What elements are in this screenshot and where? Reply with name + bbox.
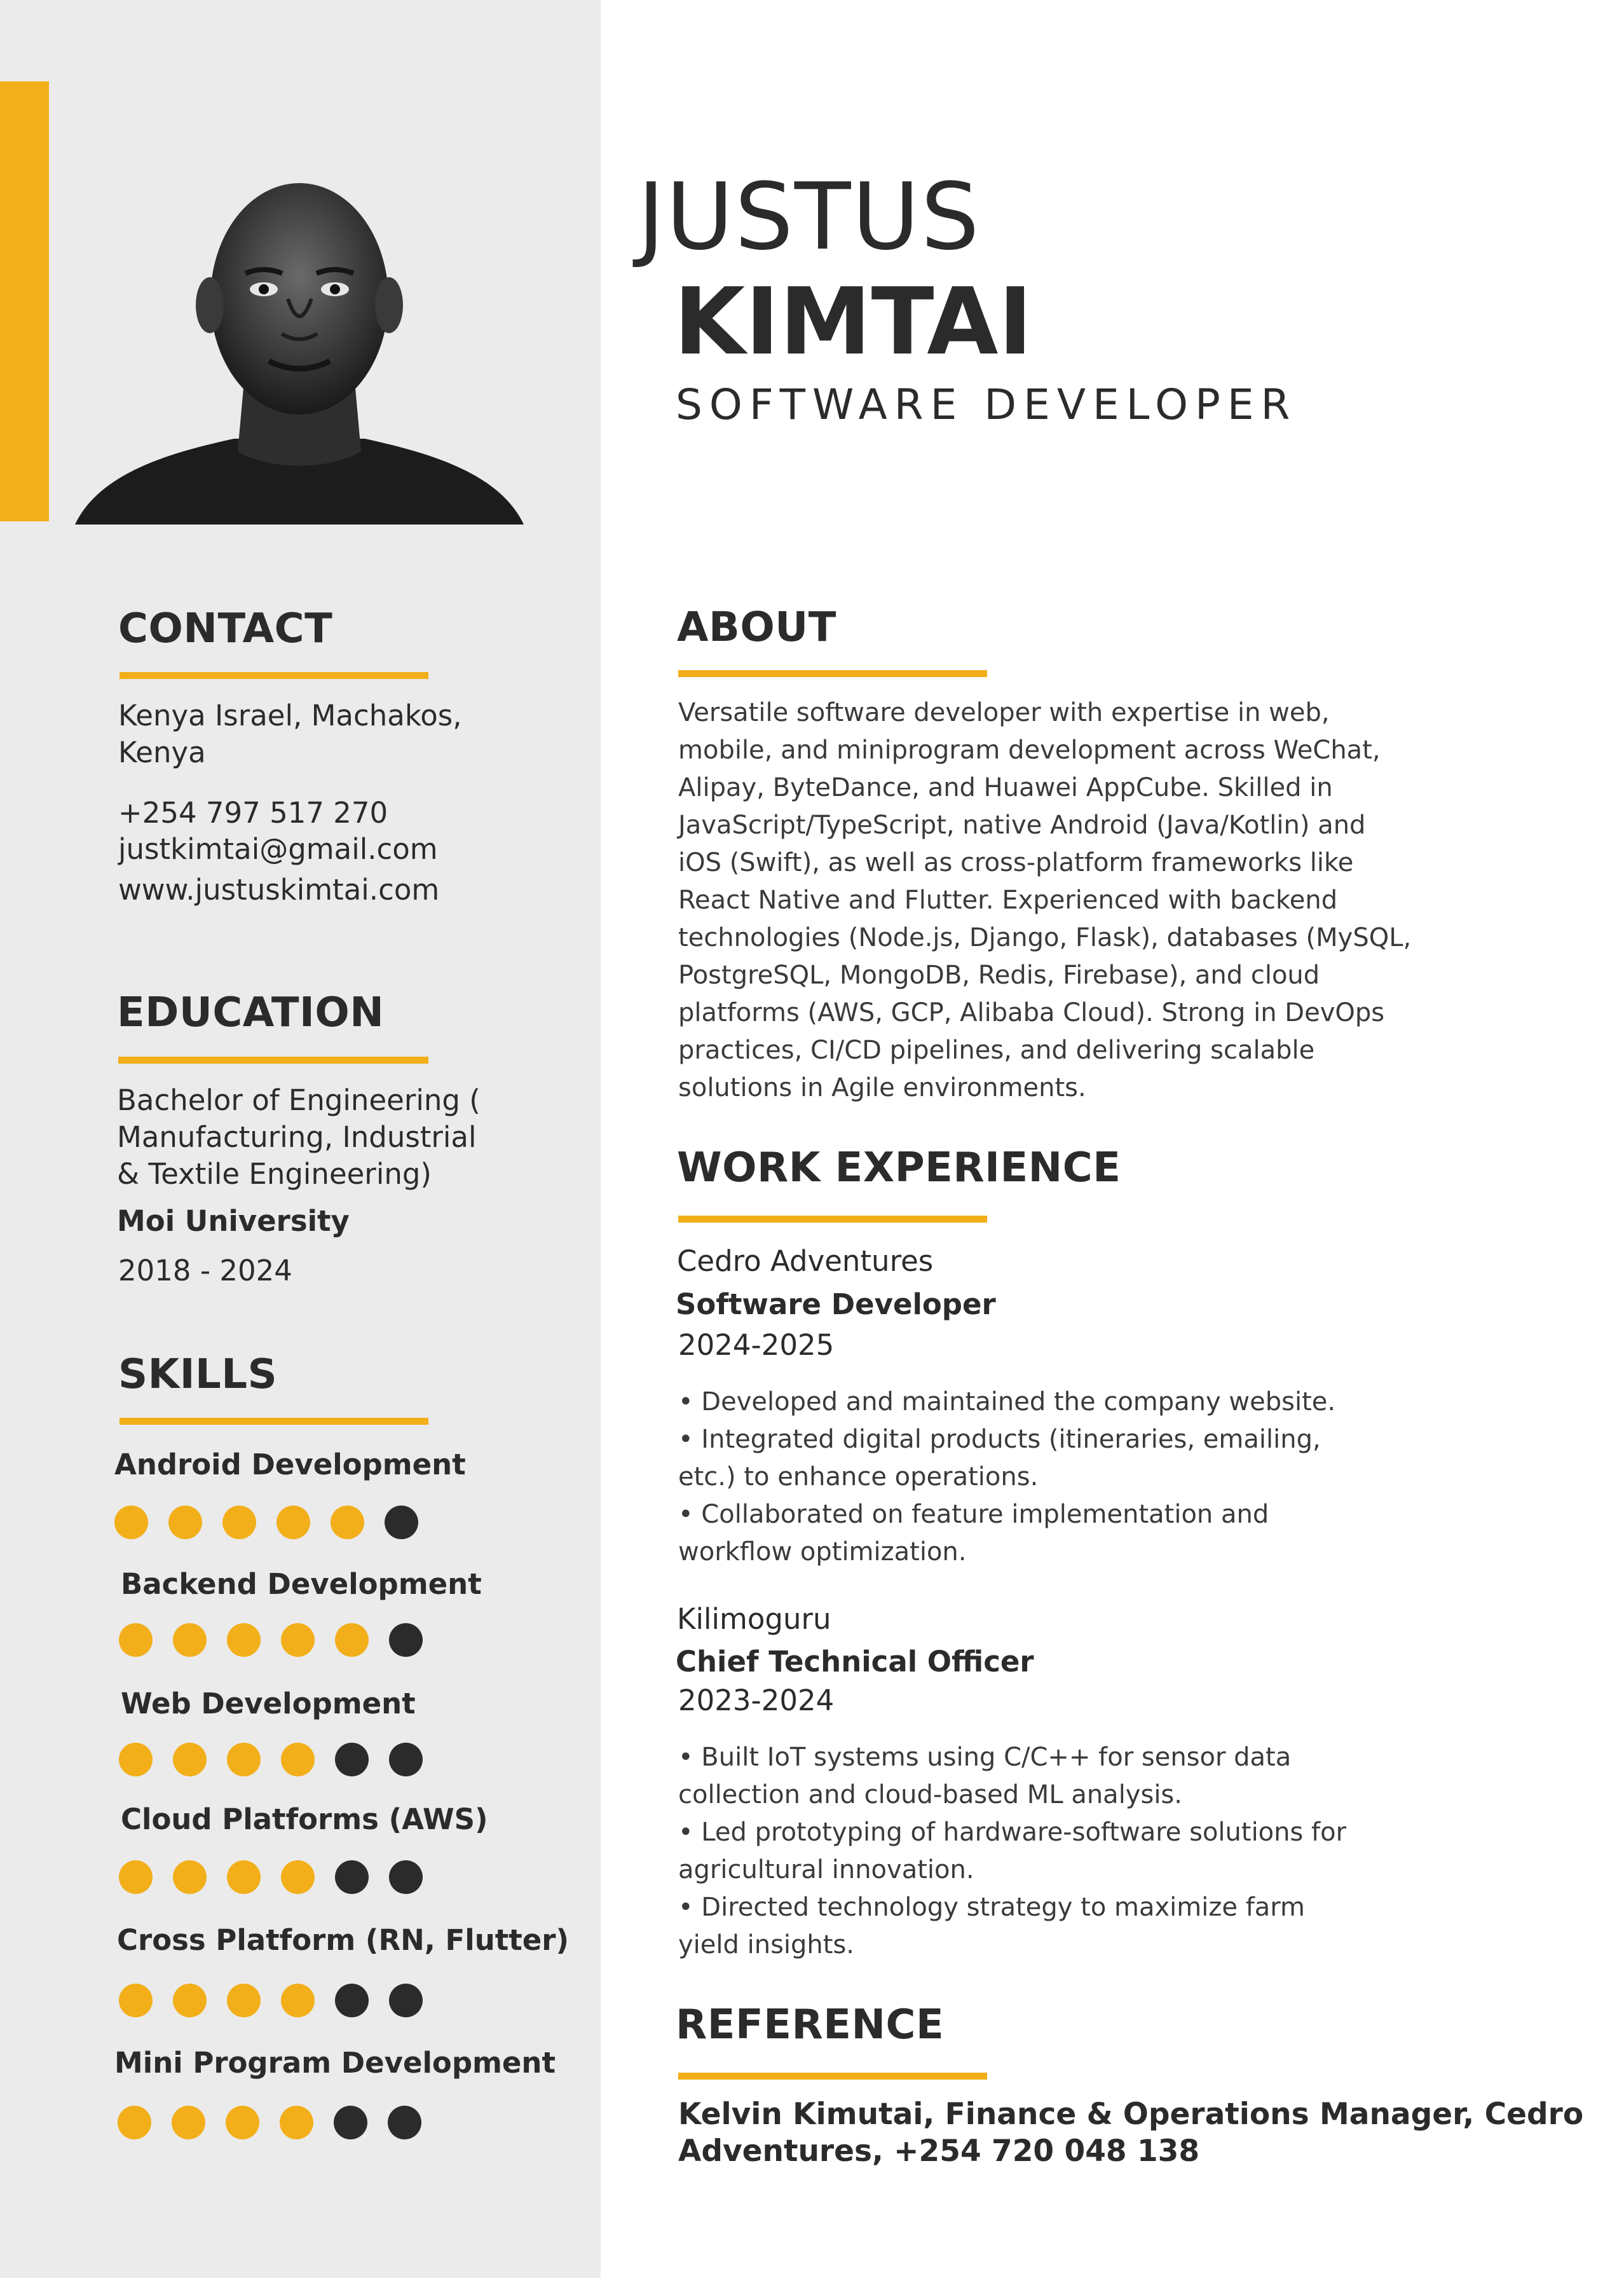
- profile-photo: [75, 172, 524, 525]
- skill-dot-filled: [281, 1743, 315, 1776]
- education-degree-line1: Bachelor of Engineering (: [117, 1083, 481, 1117]
- skill-rating-mini-program: [118, 2106, 421, 2139]
- job-bullet-line: workflow optimization.: [678, 1537, 967, 1567]
- job-period: 2024-2025: [678, 1328, 835, 1362]
- last-name: KIMTAI: [674, 268, 1033, 376]
- skill-dot-empty: [335, 1984, 369, 2017]
- about-line: mobile, and miniprogram development across WeChat,: [678, 736, 1381, 765]
- skill-rating-backend: [119, 1623, 423, 1657]
- first-name: JUSTUS: [638, 163, 981, 271]
- job-bullet-line: • Directed technology strategy to maximize farm: [678, 1893, 1305, 1922]
- skill-dot-filled: [173, 1860, 207, 1894]
- skill-dot-filled: [281, 1860, 315, 1894]
- job-description: [678, 1383, 1335, 1571]
- skill-dot-empty: [388, 2106, 421, 2139]
- reference-line2: Adventures, +254 720 048 138: [678, 2134, 1200, 2169]
- profile-photo-illustration: [75, 172, 524, 525]
- skill-dot-empty: [385, 1506, 418, 1539]
- about-heading: ABOUT: [677, 604, 836, 651]
- skill-dot-filled: [119, 1984, 153, 2017]
- skill-dot-filled: [119, 1860, 153, 1894]
- skill-dot-empty: [389, 1623, 423, 1657]
- skill-dot-filled: [173, 1984, 207, 2017]
- about-line: Versatile software developer with expertise in web,: [678, 698, 1330, 727]
- job-bullet-line: collection and cloud-based ML analysis.: [678, 1780, 1182, 1809]
- skill-dot-filled: [118, 2106, 151, 2139]
- job-company: Cedro Adventures: [677, 1244, 934, 1278]
- skill-dot-filled: [168, 1506, 202, 1539]
- about-line: solutions in Agile environments.: [678, 1073, 1086, 1102]
- skill-rating-web: [119, 1743, 423, 1776]
- education-years: 2018 - 2024: [118, 1254, 292, 1287]
- contact-website[interactable]: www.justuskimtai.com: [118, 873, 440, 907]
- work-heading: WORK EXPERIENCE: [677, 1144, 1121, 1191]
- job-bullet-line: • Developed and maintained the company website.: [678, 1387, 1336, 1417]
- skill-dot-filled: [173, 1743, 207, 1776]
- education-degree-line3: & Textile Engineering): [117, 1157, 432, 1191]
- skill-dot-filled: [227, 1860, 261, 1894]
- skill-dot-filled: [114, 1506, 148, 1539]
- skill-dot-filled: [222, 1506, 256, 1539]
- skill-rating-cloud: [119, 1860, 423, 1894]
- skill-dot-filled: [280, 2106, 313, 2139]
- job-bullet-line: • Integrated digital products (itineraries, emailing,: [678, 1425, 1321, 1454]
- skill-dot-empty: [389, 1984, 423, 2017]
- skill-label-cross-platform: Cross Platform (RN, Flutter): [117, 1923, 570, 1957]
- about-line: Alipay, ByteDance, and Huawei AppCube. Skilled in: [678, 773, 1333, 802]
- skill-dot-empty: [334, 2106, 367, 2139]
- job-position: Chief Technical Officer: [676, 1645, 1034, 1678]
- skill-dot-filled: [227, 1743, 261, 1776]
- about-line: PostgreSQL, MongoDB, Redis, Firebase), and cloud: [678, 961, 1320, 990]
- about-line: platforms (AWS, GCP, Alibaba Cloud). Strong in DevOps: [678, 998, 1385, 1027]
- skill-dot-filled: [281, 1984, 315, 2017]
- contact-heading: CONTACT: [118, 605, 333, 652]
- job-period: 2023-2024: [678, 1684, 835, 1717]
- education-degree-line2: Manufacturing, Industrial: [117, 1120, 477, 1154]
- about-line: React Native and Flutter. Experienced with backend: [678, 886, 1338, 915]
- skill-dot-filled: [281, 1623, 315, 1657]
- education-heading: EDUCATION: [117, 989, 385, 1036]
- skill-label-android: Android Development: [114, 1448, 466, 1481]
- job-bullet-line: • Built IoT systems using C/C++ for sensor data: [678, 1743, 1292, 1772]
- contact-address-line1: Kenya Israel, Machakos,: [118, 699, 462, 732]
- skill-dot-filled: [172, 2106, 205, 2139]
- skill-label-mini-program: Mini Program Development: [114, 2046, 556, 2080]
- about-line: practices, CI/CD pipelines, and delivering scalable: [678, 1036, 1315, 1065]
- skill-dot-filled: [119, 1743, 153, 1776]
- education-underline: [118, 1057, 428, 1064]
- skill-dot-empty: [389, 1860, 423, 1894]
- job-bullet-line: • Collaborated on feature implementation and: [678, 1500, 1269, 1529]
- work-underline: [678, 1216, 987, 1223]
- skill-rating-cross-platform: [119, 1984, 423, 2017]
- about-underline: [678, 670, 987, 677]
- reference-underline: [678, 2073, 987, 2080]
- contact-address-line2: Kenya: [118, 736, 206, 769]
- reference-heading: REFERENCE: [676, 2001, 945, 2048]
- skill-label-web: Web Development: [121, 1687, 416, 1720]
- job-position: Software Developer: [676, 1287, 996, 1321]
- reference-line1: Kelvin Kimutai, Finance & Operations Manager, Cedro: [678, 2097, 1584, 2132]
- contact-phone[interactable]: +254 797 517 270: [118, 796, 388, 830]
- skill-dot-filled: [227, 1984, 261, 2017]
- about-line: technologies (Node.js, Django, Flask), databases (MySQL,: [678, 923, 1412, 952]
- contact-email[interactable]: justkimtai@gmail.com: [118, 832, 438, 866]
- skill-dot-filled: [331, 1506, 364, 1539]
- job-description: [678, 1739, 1346, 1964]
- skill-rating-android: [114, 1506, 418, 1539]
- skill-dot-empty: [335, 1743, 369, 1776]
- skill-label-cloud: Cloud Platforms (AWS): [121, 1802, 488, 1836]
- about-line: JavaScript/TypeScript, native Android (Java/Kotlin) and: [678, 811, 1366, 840]
- about-line: iOS (Swift), as well as cross-platform frameworks like: [678, 848, 1354, 877]
- education-school: Moi University: [117, 1204, 350, 1238]
- job-title: SOFTWARE DEVELOPER: [676, 380, 1297, 429]
- skill-dot-empty: [335, 1860, 369, 1894]
- skill-dot-filled: [226, 2106, 259, 2139]
- skill-dot-filled: [173, 1623, 207, 1657]
- accent-bar: [0, 81, 49, 521]
- skill-dot-filled: [119, 1623, 153, 1657]
- skill-dot-filled: [276, 1506, 310, 1539]
- job-bullet-line: etc.) to enhance operations.: [678, 1462, 1039, 1492]
- skill-dot-filled: [335, 1623, 369, 1657]
- job-company: Kilimoguru: [677, 1602, 831, 1636]
- job-bullet-line: • Led prototyping of hardware-software solutions for: [678, 1818, 1347, 1847]
- about-text: [678, 694, 1411, 1107]
- skills-underline: [119, 1418, 428, 1425]
- skill-label-backend: Backend Development: [121, 1567, 482, 1601]
- job-bullet-line: yield insights.: [678, 1930, 855, 1959]
- job-bullet-line: agricultural innovation.: [678, 1855, 974, 1884]
- skill-dot-filled: [227, 1623, 261, 1657]
- skill-dot-empty: [389, 1743, 423, 1776]
- skills-heading: SKILLS: [118, 1351, 278, 1398]
- contact-underline: [119, 672, 428, 679]
